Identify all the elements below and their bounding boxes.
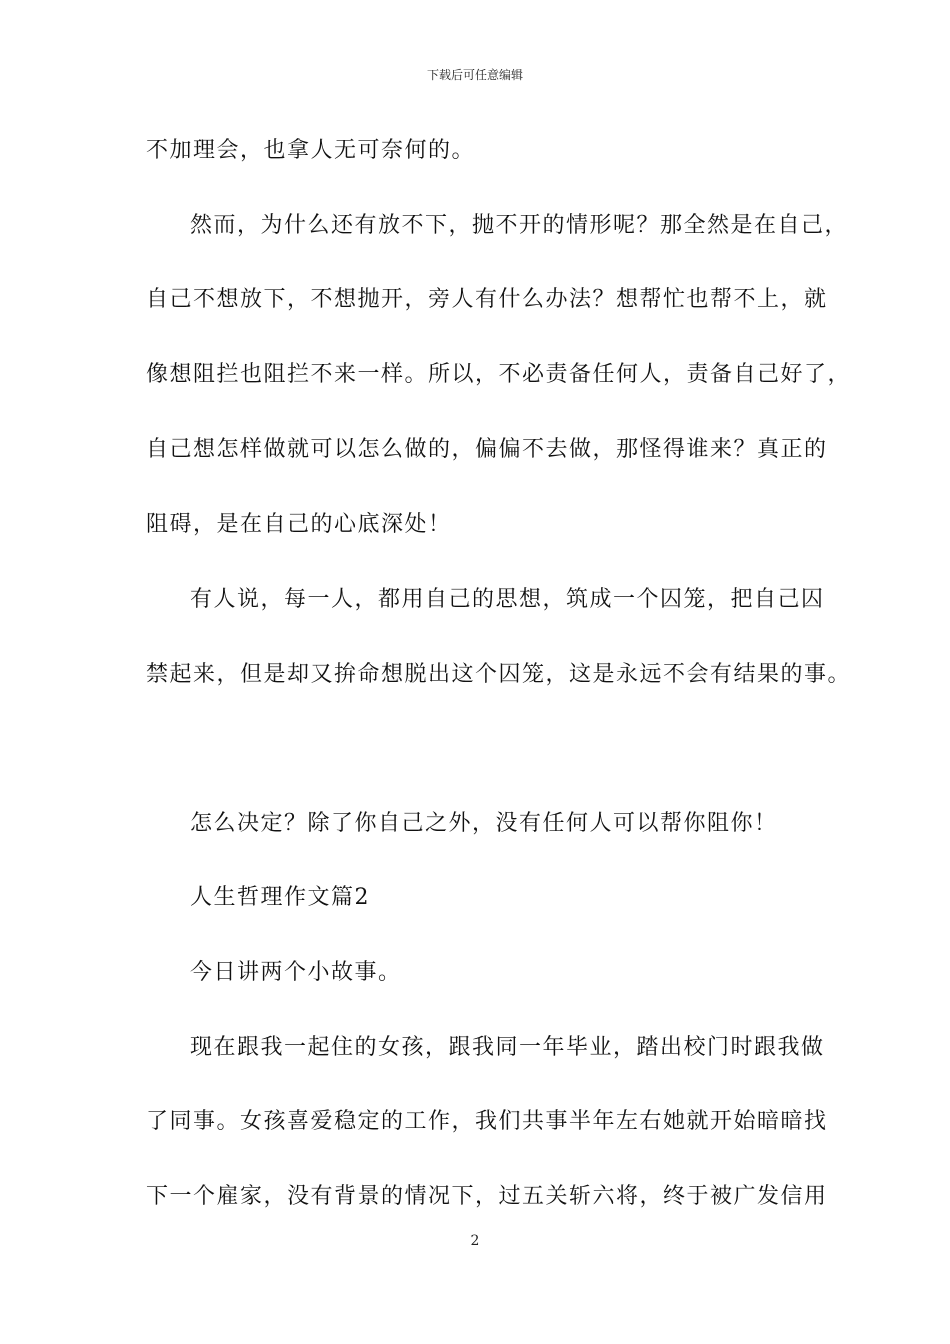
text-line: 今日讲两个小故事。 — [190, 960, 402, 985]
page-header-note: 下载后可任意编辑 — [426, 68, 523, 82]
text-line: 不加理会，也拿人无可奈何的。 — [146, 138, 476, 163]
text-line: 下一个雇家，没有背景的情况下，过五关斩六将，终于被广发信用 — [146, 1184, 828, 1209]
text-line: 现在跟我一起住的女孩，跟我同一年毕业，踏出校门时跟我做 — [190, 1035, 825, 1060]
section-heading: 人生哲理作文篇2 — [190, 885, 370, 910]
text-line: 怎么决定？除了你自己之外，没有任何人可以帮你阻你！ — [190, 811, 778, 836]
text-line: 有人说，每一人，都用自己的思想，筑成一个囚笼，把自己囚 — [190, 587, 825, 612]
text-line: 阻碍，是在自己的心底深处！ — [146, 512, 452, 537]
page-number: 2 — [470, 1233, 480, 1249]
text-line: 然而，为什么还有放不下，抛不开的情形呢？那全然是在自己， — [190, 213, 849, 238]
text-line: 了同事。女孩喜爱稳定的工作，我们共事半年左右她就开始暗暗找 — [146, 1109, 828, 1134]
text-line: 像想阻拦也阻拦不来一样。所以，不必责备任何人，责备自己好了， — [146, 362, 852, 387]
text-line: 自己不想放下，不想抛开，旁人有什么办法？想帮忙也帮不上，就 — [146, 287, 828, 312]
text-line: 自己想怎样做就可以怎么做的，偏偏不去做，那怪得谁来？真正的 — [146, 437, 828, 462]
text-line: 禁起来，但是却又拚命想脱出这个囚笼，这是永远不会有结果的事。 — [146, 662, 852, 687]
